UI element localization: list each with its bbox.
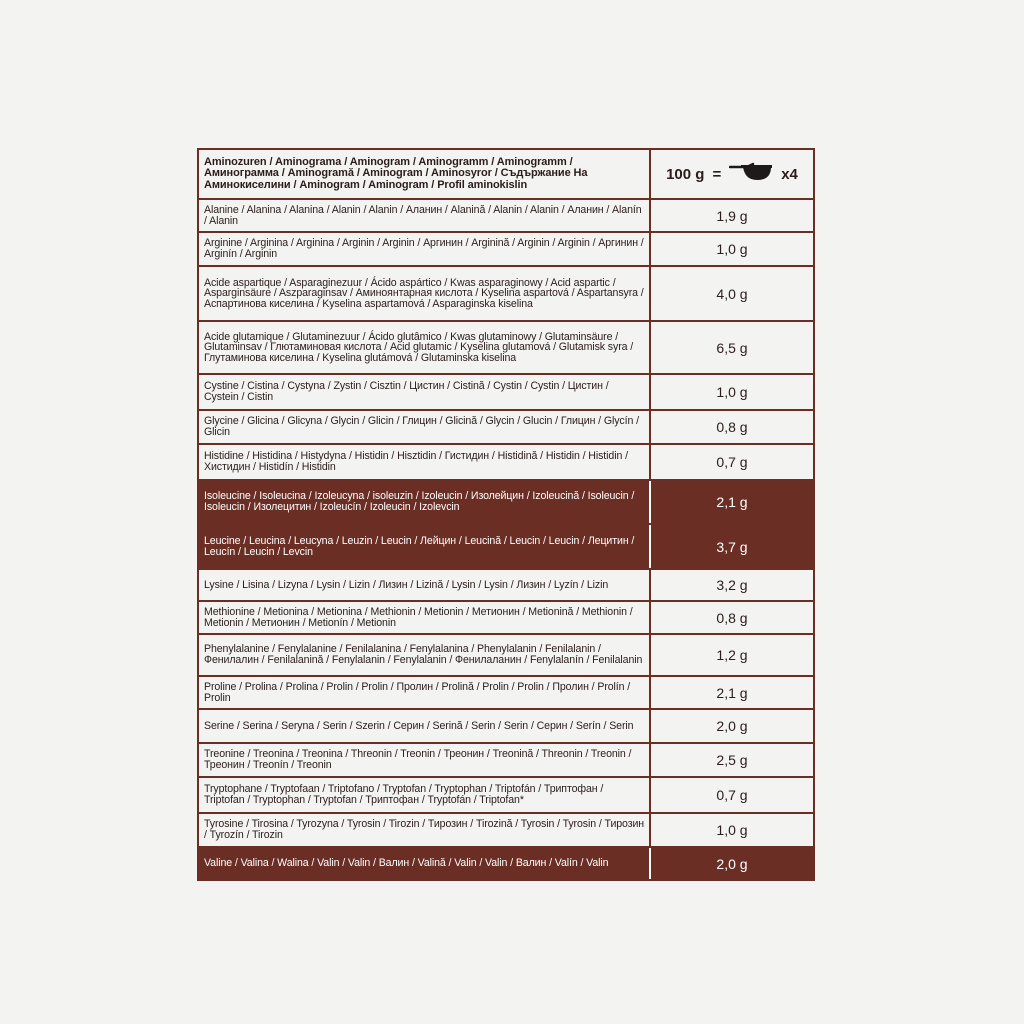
table-row <box>198 601 814 634</box>
header-title: Aminozuren / Aminograma / Aminogram / Aminogramm / Aminogramm / Аминограмма / Aminogramă / Aminogram / Aminosyror / Съдържание На Аминокиселини / Aminogram / Aminogram / Profil aminokislin <box>198 149 650 199</box>
amino-acid-name: Serine / Serina / Seryna / Serin / Szerin / Серин / Serină / Serin / Serin / Серин / Serín / Serin <box>198 709 650 743</box>
amino-acid-value: 1,0 g <box>650 813 814 847</box>
amino-acid-value: 1,2 g <box>650 634 814 676</box>
amino-acid-value: 2,5 g <box>650 743 814 777</box>
table-row <box>198 410 814 444</box>
amino-acid-value: 2,1 g <box>650 676 814 709</box>
amino-acid-name: Isoleucine / Isoleucina / Izoleucyna / isoleuzin / Izoleucin / Изолейцин / Izoleucină / Isoleucin / Isoleucin / Изолецитин / Izoleucín / Izoleucin / Izolevcin <box>198 480 650 524</box>
table-row <box>198 709 814 743</box>
amino-acid-value: 0,7 g <box>650 777 814 813</box>
amino-acid-value: 1,0 g <box>650 232 814 266</box>
amino-acid-value: 6,5 g <box>650 321 814 374</box>
amino-acid-name: Glycine / Glicina / Glicyna / Glycin / Glicin / Глицин / Glicină / Glycin / Glucin / Глицин / Glycín / Glicin <box>198 410 650 444</box>
portion-amount: 100 g <box>666 165 705 183</box>
amino-acid-value: 2,0 g <box>650 709 814 743</box>
amino-acid-name: Acide aspartique / Asparaginezuur / Ácido aspártico / Kwas asparaginowy / Acid aspartic / Asparginsäure / Aszparaginsav / Аминоянтарная кислота / Kyselina aspartová / Aspartansyra / Аспартинова киселина / Kyselina aspartamová / Asparaginska kiselina <box>198 266 650 321</box>
table-row <box>198 321 814 374</box>
table-row <box>198 444 814 480</box>
table-row <box>198 676 814 709</box>
aminogram-table <box>197 148 815 881</box>
amino-acid-value: 1,0 g <box>650 374 814 410</box>
table-row <box>198 847 814 880</box>
table-row <box>198 199 814 232</box>
amino-acid-name: Acide glutamique / Glutaminezuur / Ácido glutâmico / Kwas glutaminowy / Glutaminsäure / Glutaminsav / Глютаминовая кислота / Acid glutamic / Kyselina glutamová / Glutamisk syra / Глутаминова киселина / Kyselina glutámová / Glutaminska kiselina <box>198 321 650 374</box>
table-header-row <box>198 149 814 199</box>
amino-acid-name: Leucine / Leucina / Leucyna / Leuzin / Leucin / Лейцин / Leucină / Leucin / Leucin / Лецитин / Leucín / Leucin / Levcin <box>198 524 650 569</box>
amino-acid-name: Tryptophane / Tryptofaan / Triptofano / Tryptofan / Tryptophan / Triptofán / Триптофан / Triptofan / Tryptophan / Tryptofan / Триптофан / Tryptofán / Triptofan* <box>198 777 650 813</box>
amino-acid-value: 3,2 g <box>650 569 814 601</box>
table-row <box>198 634 814 676</box>
amino-acid-value: 2,1 g <box>650 480 814 524</box>
amino-acid-value: 0,8 g <box>650 601 814 634</box>
amino-acid-value: 0,8 g <box>650 410 814 444</box>
header-portion <box>650 149 814 199</box>
table-row <box>198 524 814 569</box>
amino-acid-value: 4,0 g <box>650 266 814 321</box>
amino-acid-value: 0,7 g <box>650 444 814 480</box>
amino-acid-name: Treonine / Treonina / Treonina / Threonin / Treonin / Треонин / Treonină / Threonin / Treonin / Треонин / Treonín / Treonin <box>198 743 650 777</box>
amino-acid-name: Methionine / Metionina / Metionina / Methionin / Metionin / Метионин / Metionină / Methionin / Metionin / Метионин / Metionín / Metionin <box>198 601 650 634</box>
scoop-icon <box>729 162 773 186</box>
amino-acid-name: Arginine / Arginina / Arginina / Arginin / Arginin / Аргинин / Arginină / Arginin / Arginin / Аргинин / Arginín / Arginin <box>198 232 650 266</box>
amino-acid-value: 1,9 g <box>650 199 814 232</box>
aminogram-table-body <box>198 149 814 880</box>
amino-acid-value: 3,7 g <box>650 524 814 569</box>
table-row <box>198 266 814 321</box>
amino-acid-name: Valine / Valina / Walina / Valin / Valin / Валин / Valină / Valin / Valin / Валин / Valín / Valin <box>198 847 650 880</box>
table-row <box>198 232 814 266</box>
amino-acid-name: Lysine / Lisina / Lizyna / Lysin / Lizin / Лизин / Lizină / Lysin / Lysin / Лизин / Lyzín / Lizin <box>198 569 650 601</box>
amino-acid-name: Cystine / Cistina / Cystyna / Zystin / Cisztin / Цистин / Cistină / Cystin / Cystin / Цистин / Cystein / Cistin <box>198 374 650 410</box>
table-row <box>198 813 814 847</box>
amino-acid-name: Phenylalanine / Fenylalanine / Fenilalanina / Fenylalanina / Phenylalanin / Fenilalanin / Фенилалин / Fenilalanină / Fenylalanin / Fenylalanin / Фенилаланин / Fenylalanín / Fenilalanin <box>198 634 650 676</box>
table-row <box>198 480 814 524</box>
table-row <box>198 569 814 601</box>
equals-sign: = <box>712 165 722 183</box>
amino-acid-name: Histidine / Histidina / Histydyna / Histidin / Hisztidin / Гистидин / Histidină / Histidin / Histidin / Хистидин / Histidín / Histidin <box>198 444 650 480</box>
portion-multiplier: x4 <box>781 165 798 183</box>
table-row <box>198 743 814 777</box>
amino-acid-name: Alanine / Alanina / Alanina / Alanin / Alanin / Аланин / Alanină / Alanin / Alanin / Аланин / Alanín / Alanin <box>198 199 650 232</box>
table-row <box>198 374 814 410</box>
amino-acid-name: Proline / Prolina / Prolina / Prolin / Prolin / Пролин / Prolină / Prolin / Prolin / Пролин / Prolín / Prolin <box>198 676 650 709</box>
amino-acid-name: Tyrosine / Tirosina / Tyrozyna / Tyrosin / Tirozin / Тирозин / Tirozină / Tyrosin / Tyrosin / Тирозин / Tyrozín / Tirozin <box>198 813 650 847</box>
table-row <box>198 777 814 813</box>
amino-acid-value: 2,0 g <box>650 847 814 880</box>
